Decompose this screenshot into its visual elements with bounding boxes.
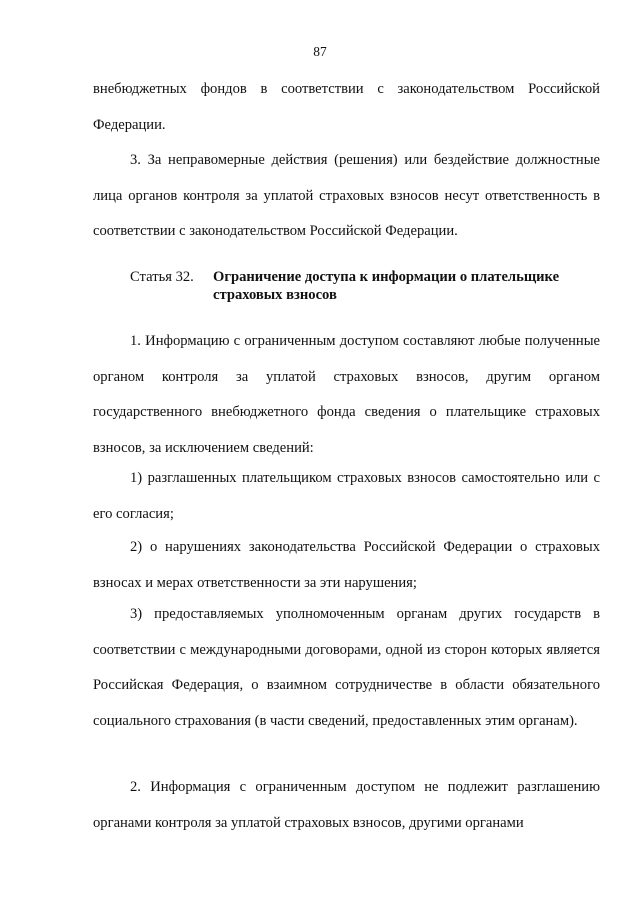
subclause-2: 2) о нарушениях законодательства Российской Федерации о страховых взносах и мерах ответственности за эти нарушения;: [93, 539, 600, 591]
subclause-1: 1) разглашенных плательщиком страховых взносов самостоятельно или с его согласия;: [93, 470, 600, 522]
paragraph-continuation: внебюджетных фондов в соответствии с законодательством Российской Федерации.: [93, 81, 600, 133]
article-heading: [130, 268, 600, 304]
paragraph-clause-3: 3. За неправомерные действия (решения) или бездействие должностные лица органов контроля за уплатой страховых взносов несут ответственность в соответствии с законодательством Российской Федерации.: [93, 152, 600, 239]
clause-1: 1. Информацию с ограниченным доступом составляют любые полученные органом контроля за уплатой страховых взносов, другим органом государственного внебюджетного фонда сведения о плательщике страховых взносов, за исключением сведений:: [93, 333, 600, 456]
subclause-3: 3) предоставляемых уполномоченным органам других государств в соответствии с международными договорами, одной из сторон которых является Российская Федерация, о взаимном сотрудничестве в области обязательного социального страхования (в части сведений, предоставленных этим органам).: [93, 606, 600, 729]
article-title-line1: Ограничение доступа к информации о плательщике: [213, 269, 560, 285]
page-number: 87: [313, 44, 327, 59]
article-label: Статья 32.: [130, 269, 194, 285]
article-title-line2: страховых взносов: [213, 287, 337, 303]
clause-2: 2. Информация с ограниченным доступом не подлежит разглашению органами контроля за уплатой страховых взносов, другими органами: [93, 779, 600, 831]
